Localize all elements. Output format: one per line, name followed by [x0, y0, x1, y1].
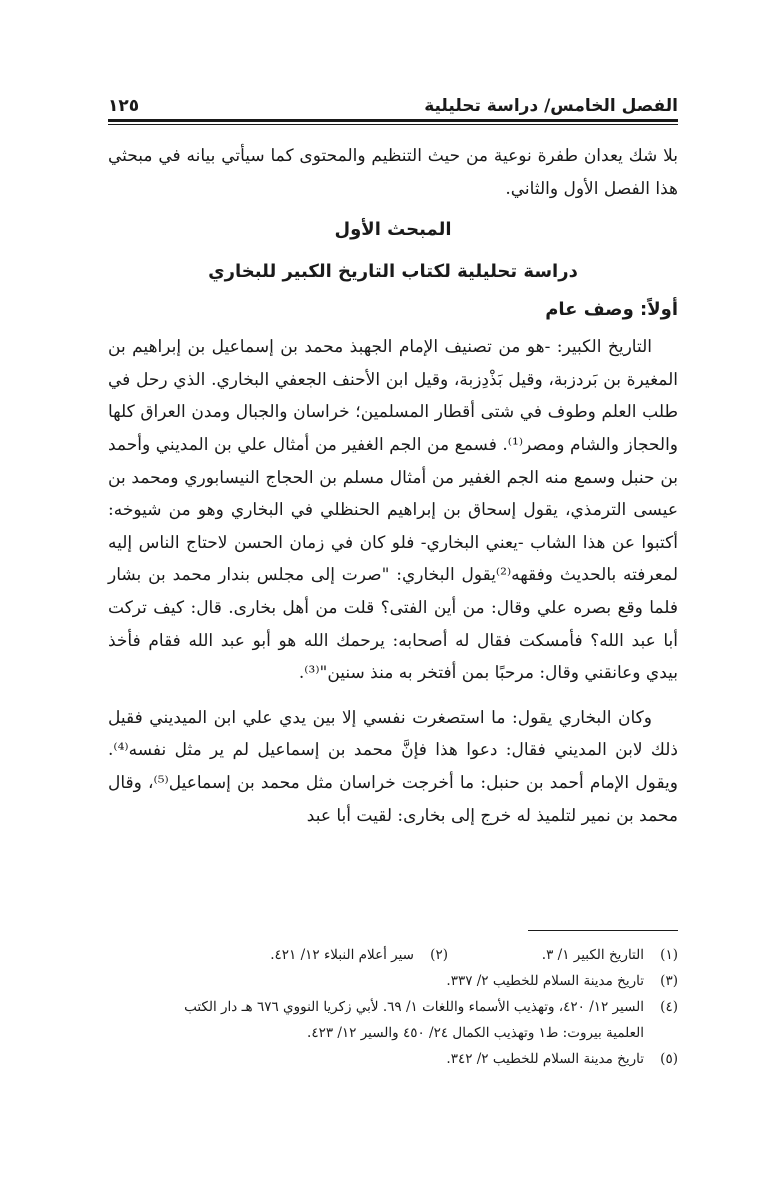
footnote-3	[108, 968, 678, 994]
header-rule-thin	[108, 124, 678, 125]
page-number: ١٢٥	[108, 96, 140, 116]
footnote-text: السير ١٢/ ٤٢٠، وتهذيب الأسماء واللغات ١/ ٦٩. لأبي زكريا النووي ٦٧٦ هـ دار الكتب	[184, 999, 644, 1015]
footnote-number: (٢)	[430, 947, 448, 963]
footnote-5	[108, 1046, 678, 1072]
footnotes	[108, 942, 678, 1072]
subheading: أولاً: وصف عام	[545, 299, 678, 321]
footnote-text: سير أعلام النبلاء ١٢/ ٤٢١.	[270, 947, 414, 963]
footnote-text: تاريخ مدينة السلام للخطيب ٢/ ٣٤٢.	[446, 1051, 644, 1067]
header-rule-thick	[108, 119, 678, 122]
main-text	[108, 140, 678, 832]
footnote-separator	[528, 930, 678, 931]
footnote-number: (٥)	[660, 1051, 678, 1067]
footnote-number: (٤)	[660, 999, 678, 1015]
paragraph-2: وكان البخاري يقول: ما استصغرت نفسي إلا بين يدي علي ابن الميديني فقيل ذلك لابن المديني فقال: دعوا هذا فإنَّ محمد بن إسماعيل لم ير مثل نفسه⁽⁴⁾. ويقول الإمام أحمد بن حنبل: ما أخرجت خراسان مثل محمد بن إسماعيل⁽⁵⁾، وقال محمد بن نمير لتلميذ له خرج إلى بخارى: لقيت أبا عبد	[108, 707, 679, 826]
section-title: المبحث الأول	[334, 219, 452, 241]
footnote-1	[448, 942, 678, 968]
intro-paragraph: بلا شك يعدان طفرة نوعية من حيث التنظيم والمحتوى كما سيأتي بيانه في مبحثي هذا الفصل الأول والثاني.	[108, 146, 678, 199]
paragraph-1: التاريخ الكبير: -هو من تصنيف الإمام الجهبذ محمد بن إسماعيل بن إبراهيم بن المغيرة بن بَردزبة، وقيل بَذْدِزبة، وقيل ابن الأحنف الجعفي البخاري. الذي رحل في طلب العلم وطوف في شتى أقطار المسلمين؛ خراسان والجبال ومدن العراق كلها والحجاز والشام ومصر⁽¹⁾. فسمع من الجم الغفير من أمثال علي بن المديني وأحمد بن حنبل وسمع منه الجم الغفير من أمثال مسلم بن الحجاج النيسابوري ومحمد بن عيسى الترمذي، يقول إسحاق بن إبراهيم الحنظلي في البخاري وهو من شيوخه: أكتبوا عن هذا الشاب -يعني البخاري- فلو كان في زمان الحسن لاحتاج الناس إليه لمعرفته بالحديث وفقهه⁽²⁾يقول البخاري: "صرت إلى مجلس بندار محمد بن بشار فلما وقع بصره علي وقال: من أين الفتى؟ قلت من أهل بخارى. قال: كيف تركت أبا عبد الله؟ فأمسكت فقال له أصحابه: يرحمك الله هو أبو عبد الله فقام فأخذ بيدي وعانقني وقال: مرحبًا بمن أفتخر به منذ سنين"⁽³⁾.	[108, 337, 679, 684]
section-subtitle: دراسة تحليلية لكتاب التاريخ الكبير للبخاري	[208, 261, 578, 283]
page-header	[108, 86, 678, 116]
footnote-4-continuation: العلمية بيروت: ط١ وتهذيب الكمال ٢٤/ ٤٥٠ والسير ١٢/ ٤٢٣.	[307, 1025, 644, 1041]
footnote-2	[218, 942, 448, 968]
running-title: الفصل الخامس/ دراسة تحليلية	[424, 96, 678, 116]
footnote-text: تاريخ مدينة السلام للخطيب ٢/ ٣٣٧.	[446, 973, 644, 989]
footnote-number: (٣)	[660, 973, 678, 989]
footnote-text: التاريخ الكبير ١/ ٣.	[541, 947, 644, 963]
footnote-4	[108, 994, 678, 1020]
footnote-number: (١)	[660, 947, 678, 963]
